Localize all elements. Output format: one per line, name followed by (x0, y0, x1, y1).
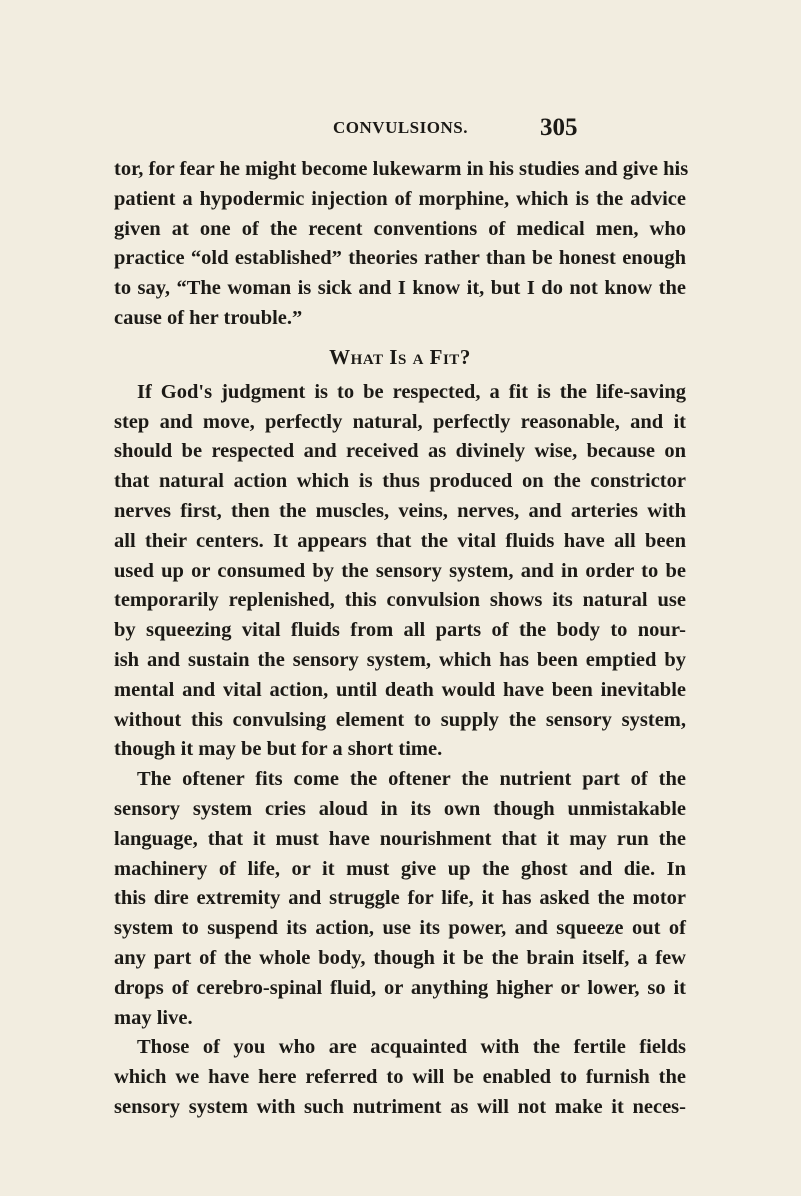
text-line: without this convulsing element to supply the sensory system, (114, 708, 686, 731)
text-line: any part of the whole body, though it be the brain itself, a few (114, 946, 686, 969)
text-line: this dire extremity and struggle for life, it has asked the motor (114, 887, 686, 910)
text-line: all their centers. It appears that the vital fluids have all been (114, 529, 686, 552)
text-line: cause of her trouble.” (114, 306, 303, 329)
paragraph-3 (114, 765, 686, 1033)
text-line: mental and vital action, until death would have been inevitable (114, 678, 686, 701)
text-line: If God's judgment is to be respected, a fit is the life-saving (137, 380, 686, 403)
text-line: sensory system with such nutriment as will not make it neces- (114, 1095, 686, 1118)
text-line: language, that it must have nourishment that it may run the (114, 827, 686, 850)
running-head (0, 114, 801, 154)
text-line: sensory system cries aloud in its own though unmistakable (114, 797, 686, 820)
paragraph-1 (114, 155, 689, 334)
text-line: system to suspend its action, use its power, and squeeze out of (114, 917, 686, 940)
paragraph-4 (114, 1033, 686, 1122)
text-line: given at one of the recent conventions of medical men, who (114, 217, 686, 240)
text-line: patient a hypodermic injection of morphine, which is the advice (114, 187, 686, 210)
text-line: ish and sustain the sensory system, which has been emptied by (114, 648, 686, 671)
text-line: used up or consumed by the sensory system, and in order to be (114, 559, 686, 582)
text-line: by squeezing vital fluids from all parts of the body to nour- (114, 619, 686, 642)
body-text (114, 155, 689, 1123)
text-line: step and move, perfectly natural, perfectly reasonable, and it (114, 410, 686, 433)
text-line: should be respected and received as divinely wise, because on (114, 440, 686, 463)
text-line: which we have here referred to will be enabled to furnish the (114, 1066, 686, 1089)
running-title: CONVULSIONS. (333, 118, 468, 137)
text-line: though it may be but for a short time. (114, 738, 443, 761)
text-line: temporarily replenished, this convulsion shows its natural use (114, 589, 686, 612)
text-line: Those of you who are acquainted with the fertile fields (137, 1036, 686, 1059)
paragraph-2 (114, 378, 686, 765)
text-line: may live. (114, 1006, 193, 1029)
section-heading: What Is a Fit? (329, 344, 471, 369)
text-line: The oftener fits come the oftener the nutrient part of the (137, 768, 686, 791)
text-line: to say, “The woman is sick and I know it, but I do not know the (114, 277, 686, 300)
text-line: drops of cerebro-spinal fluid, or anything higher or lower, so it (114, 976, 686, 999)
text-line: nerves first, then the muscles, veins, nerves, and arteries with (114, 499, 686, 522)
text-line: machinery of life, or it must give up the ghost and die. In (114, 857, 686, 880)
text-line: practice “old established” theories rather than be honest enough (114, 247, 686, 270)
text-line: that natural action which is thus produced on the constrictor (114, 470, 686, 493)
text-line: tor, for fear he might become lukewarm in his studies and give his (114, 158, 689, 180)
page-number: 305 (540, 114, 578, 141)
